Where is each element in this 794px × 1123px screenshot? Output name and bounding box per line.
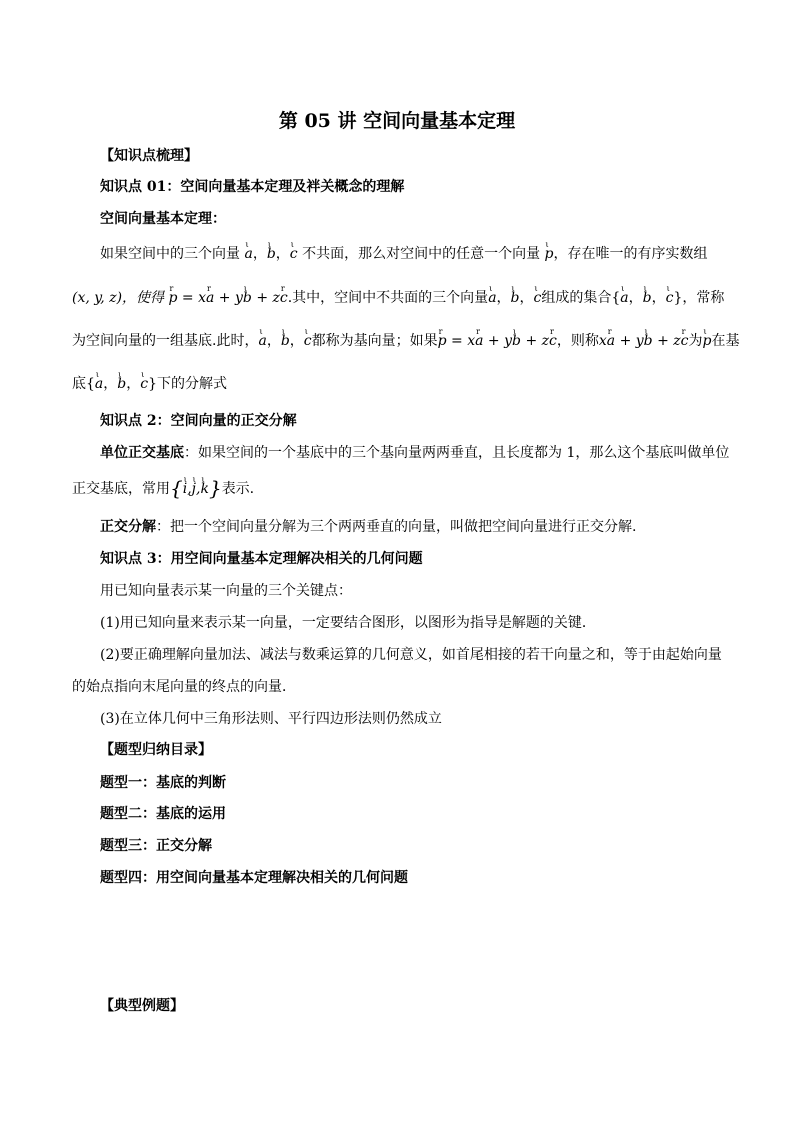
decomposition-formula: r p = xr a + yι b + zr c [169, 290, 288, 306]
vector-b: ι b [267, 244, 276, 264]
kp1-paragraph-line-2: (x, y, z)，使得 r p = xr a + yι b + zr c.其中，空间中不共面的三个向量ι a，ι b，ι c组成的集合{ι a，ι b，ι c}，常称 [72, 288, 724, 308]
kp2-unit-line-2: 正交基底，常用{ι i,ι j,ι k}表示. [72, 478, 254, 499]
kp3-item-2-line-2: 的始点指向末尾向量的终点的向量． [72, 679, 296, 695]
type-item-2: 题型二：基底的运用 [100, 806, 226, 822]
kp1-paragraph-line-3: 为空间向量的一组基底.此时，ι a，ι b，ι c都称为基向量；如果r p = xr a + yι b + zr c，则称xr a + yι b + zr c为ι p在基 [72, 331, 739, 351]
type-item-4: 题型四：用空间向量基本定理解决相关的几何问题 [100, 870, 408, 886]
vector-a: ι a [244, 244, 252, 264]
kp3-title: 知识点 3：用空间向量基本定理解决相关的几何问题 [100, 551, 423, 567]
vector-c: ι c [290, 244, 298, 264]
kp3-intro: 用已知向量表示某一向量的三个关键点： [100, 583, 352, 599]
kp1-paragraph-line-4: 底{ι a，ι b，ι c}下的分解式 [72, 374, 227, 394]
kp1-subtitle: 空间向量基本定理： [100, 211, 226, 227]
kp1-paragraph-line-1: 如果空间中的三个向量 ι a，ι b，ι c 不共面，那么对空间中的任意一个向量 ι p，存在唯一的有序实数组 [100, 244, 708, 264]
kp1-title: 知识点 01：空间向量基本定理及袢关概念的理解 [100, 179, 405, 195]
kp2-title: 知识点 2：空间向量的正交分解 [100, 413, 297, 429]
type-item-1: 题型一：基底的判断 [100, 775, 226, 791]
kp3-item-1: (1)用已知向量来表示某一向量，一定要结合图形，以图形为指导是解题的关键． [100, 615, 596, 631]
type-item-3: 题型三：正交分解 [100, 838, 212, 854]
kp3-item-2-line-1: (2)要正确理解向量加法、减法与数乘运算的几何意义，如首尾相接的若干向量之和，等于由起始向量 [100, 647, 722, 663]
kp3-item-3: (3)在立体几何中三角形法则、平行四边形法则仍然成立 [100, 711, 442, 727]
unit-basis-set: {ι i,ι j,ι k} [170, 481, 222, 497]
section-types-heading: 【题型归纳目录】 [100, 742, 212, 758]
section-knowledge-heading: 【知识点梳理】 [100, 148, 198, 164]
page-title: 第 05 讲 空间向量基本定理 [278, 110, 516, 132]
section-examples-heading: 【典型例题】 [100, 998, 184, 1014]
vector-p: ι p [545, 244, 554, 264]
kp2-orth-line: 正交分解：把一个空间向量分解为三个两两垂直的向量，叫做把空间向量进行正交分解. [100, 519, 637, 535]
kp2-unit-line-1: 单位正交基底：如果空间的一个基底中的三个基向量两两垂直，且长度都为 1，那么这个基底叫做单位 [100, 445, 730, 461]
